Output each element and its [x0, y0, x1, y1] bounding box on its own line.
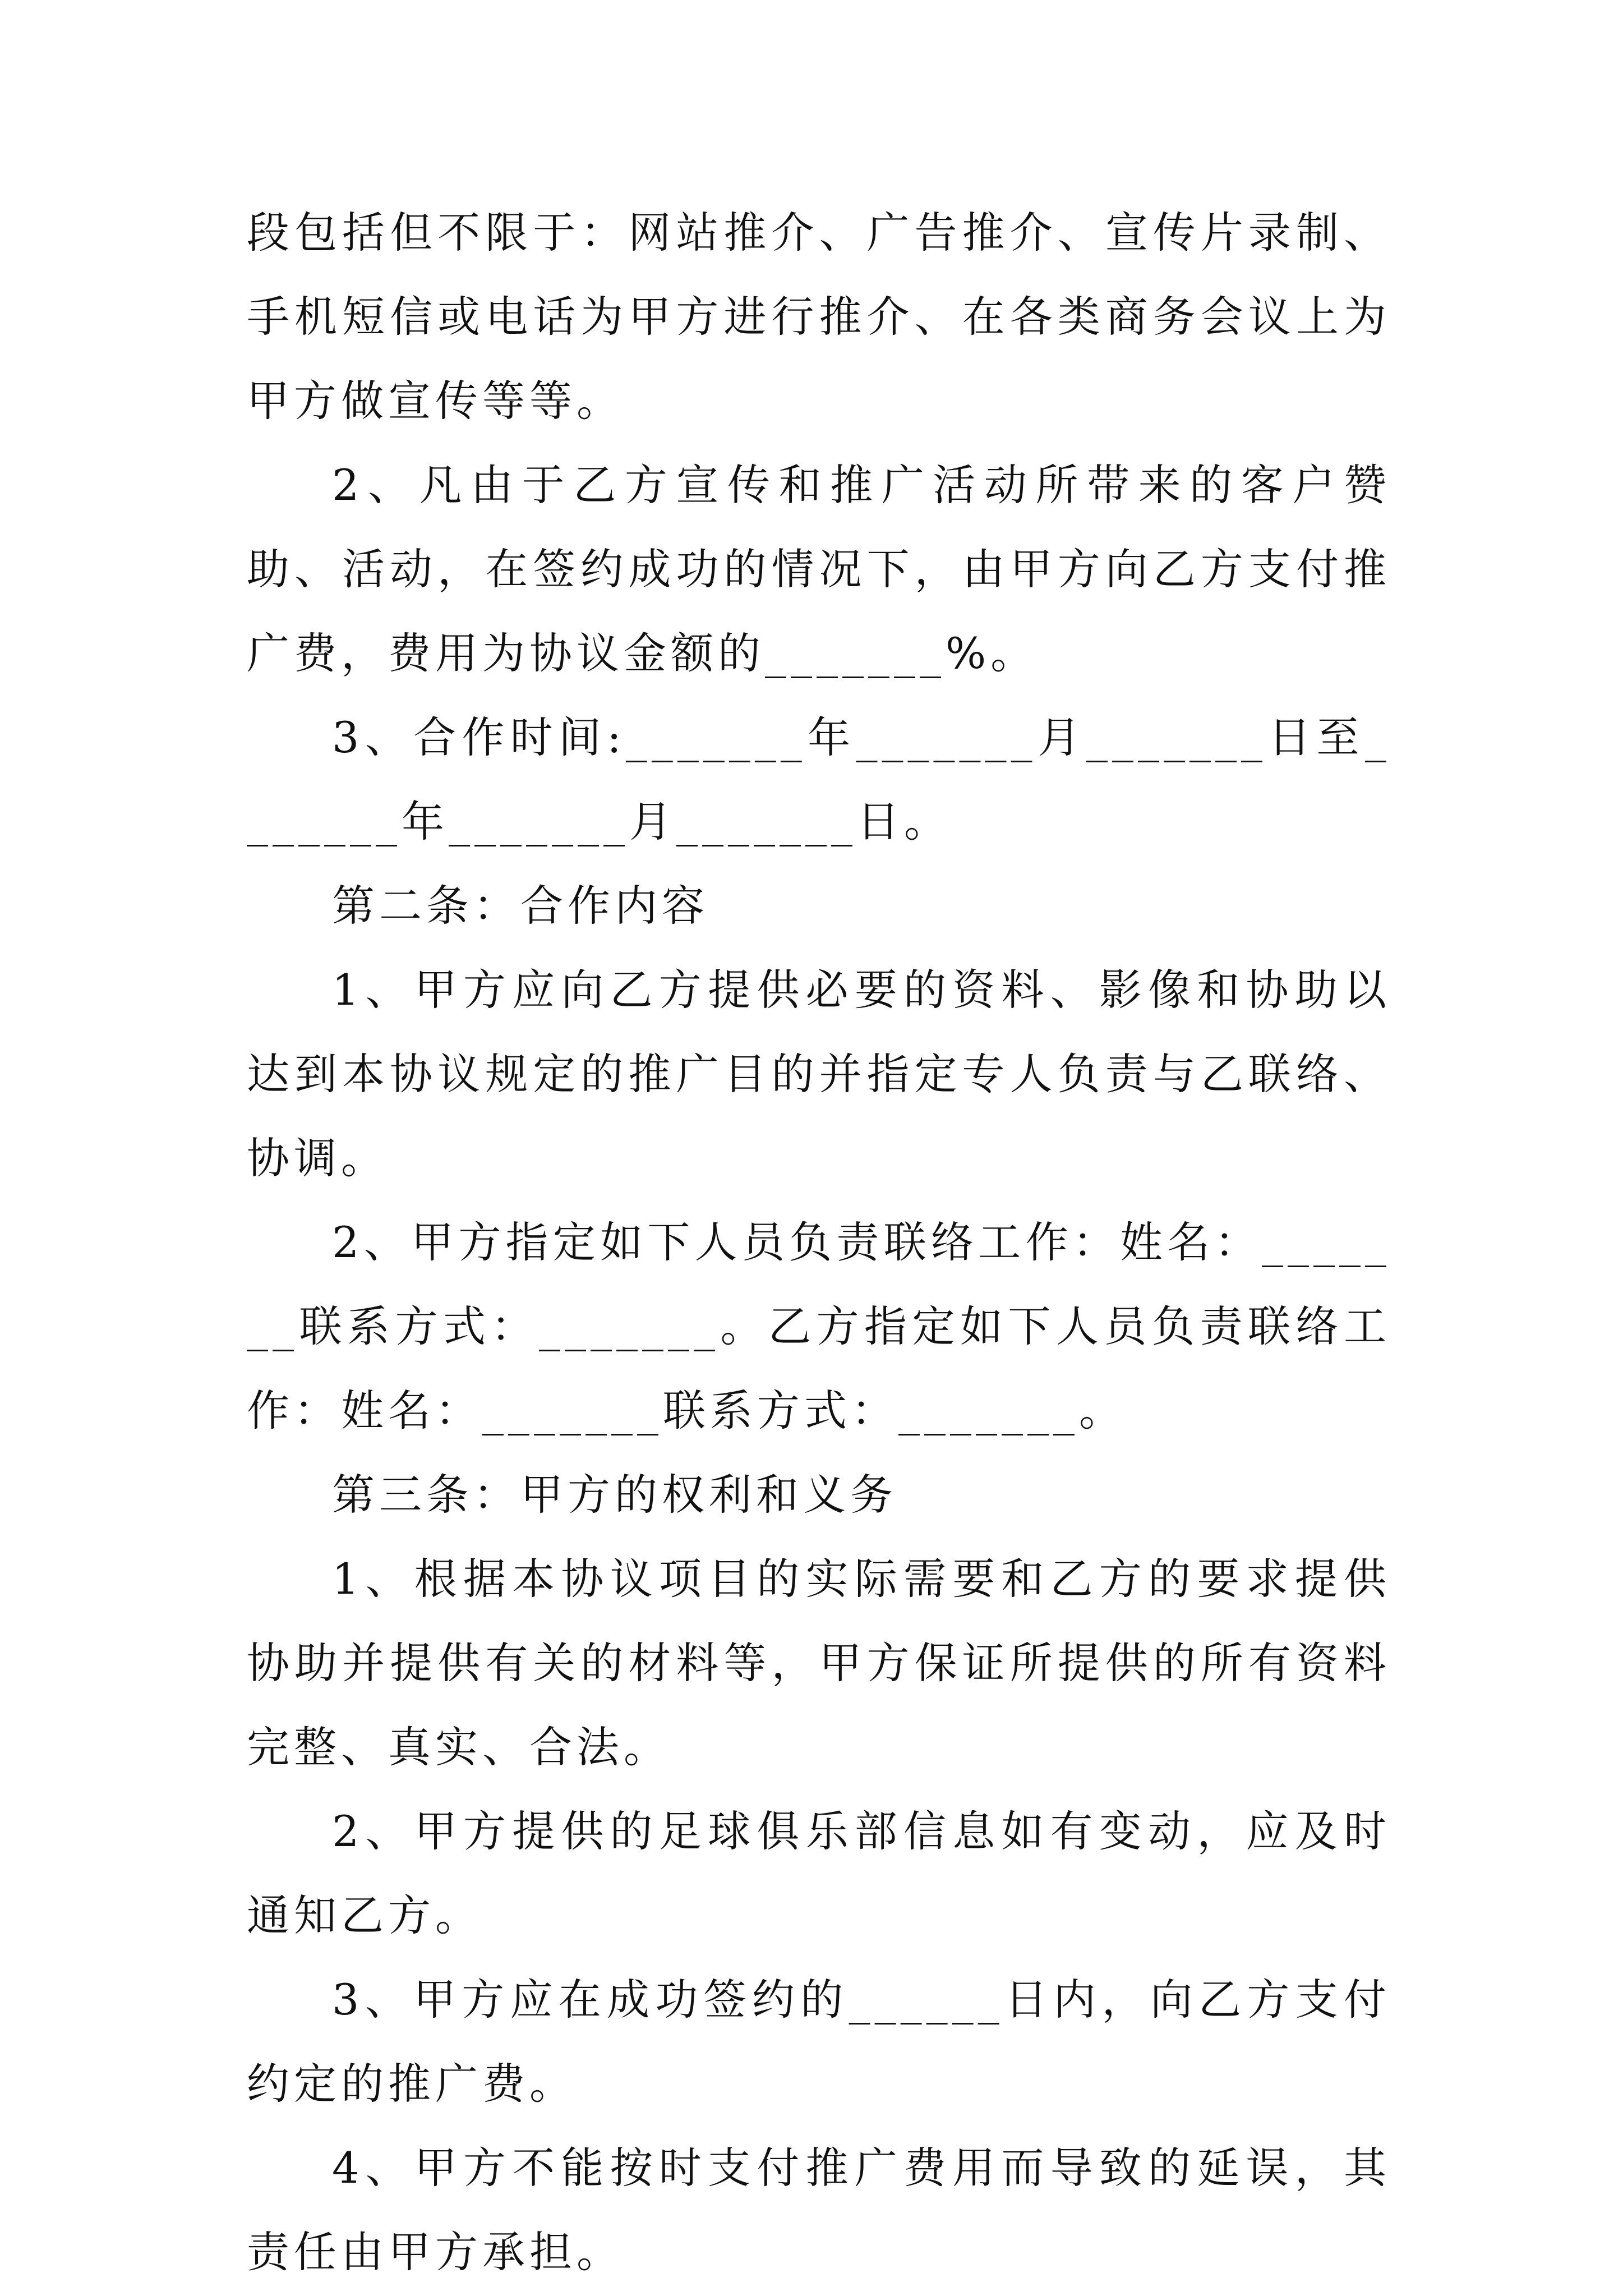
paragraph-clause-2-2: 2、甲方指定如下人员负责联络工作：姓名：_______联系方式：_______。乙方指定如下人员负责联络工作：姓名：_______联系方式：_______。 [247, 1217, 1391, 1435]
section-heading-2: 第二条：合作内容 [332, 881, 709, 931]
paragraph-clause-2-1: 1、甲方应向乙方提供必要的资料、影像和协助以达到本协议规定的推广目的并指定专人负责与乙联络、协调。 [247, 965, 1391, 1183]
paragraph-clause-3-1: 1、根据本协议项目的实际需要和乙方的要求提供协助并提供有关的材料等，甲方保证所提供的所有资料完整、真实、合法。 [247, 1554, 1391, 1772]
paragraph-clause-1-2: 2、凡由于乙方宣传和推广活动所带来的客户赞助、活动，在签约成功的情况下，由甲方向乙方支付推广费，费用为协议金额的_______%。 [247, 460, 1391, 678]
paragraph-clause-1-3: 3、合作时间:_______年_______月_______日至_______年_______月_______日。 [247, 712, 1391, 846]
paragraph-clause-3-3: 3、甲方应在成功签约的______日内，向乙方支付约定的推广费。 [247, 1975, 1391, 2109]
paragraph-continued: 段包括但不限于：网站推介、广告推介、宣传片录制、手机短信或电话为甲方进行推介、在各类商务会议上为甲方做宣传等等。 [247, 208, 1391, 426]
document-body [247, 191, 1391, 2294]
paragraph-clause-3-4: 4、甲方不能按时支付推广费用而导致的延误，其责任由甲方承担。 [247, 2143, 1391, 2277]
section-heading-3: 第三条：甲方的权利和义务 [332, 1470, 897, 1520]
paragraph-clause-3-2: 2、甲方提供的足球俱乐部信息如有变动，应及时通知乙方。 [247, 1806, 1391, 1940]
